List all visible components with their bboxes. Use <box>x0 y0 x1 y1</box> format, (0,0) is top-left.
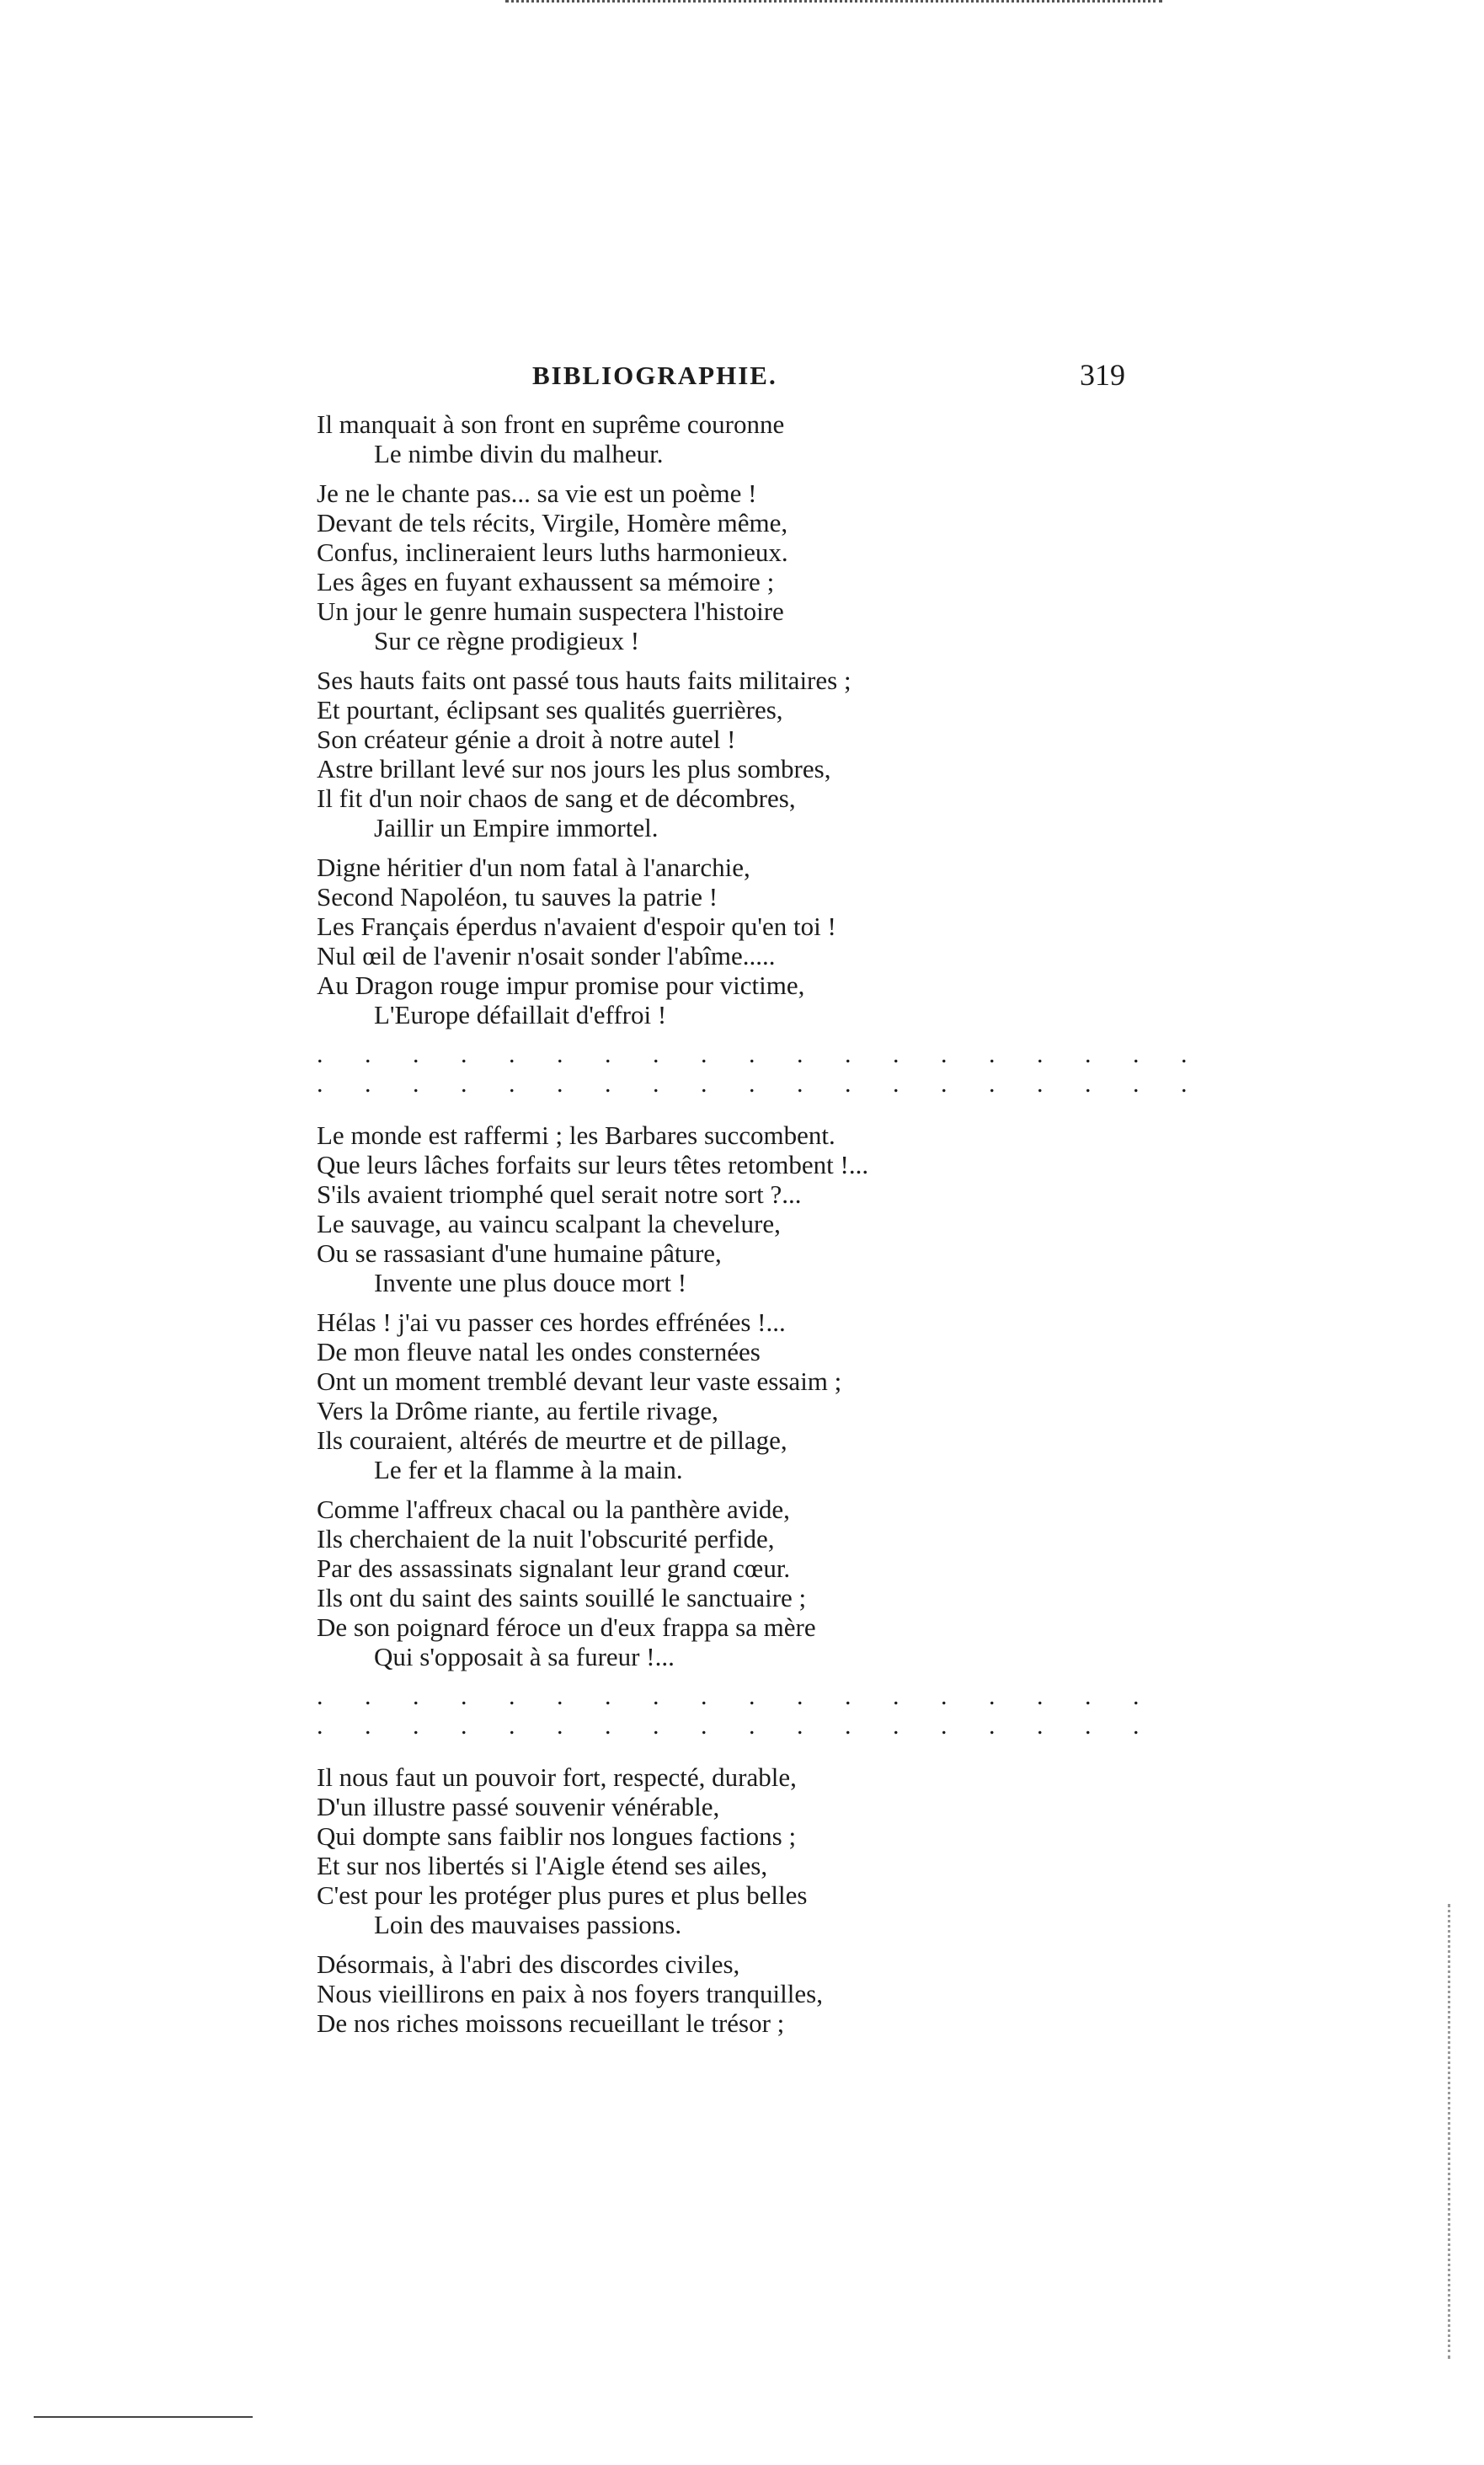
verse-line: Au Dragon rouge impur promise pour victime, <box>317 970 805 1000</box>
verse-line: Et sur nos libertés si l'Aigle étend ses ailes, <box>317 1851 768 1880</box>
omission-dot-row: . . . . . . . . . . . . . . . . . . . <box>317 1070 1205 1098</box>
omission-dots <box>317 1040 1205 1099</box>
verse-line: Ses hauts faits ont passé tous hauts faits militaires ; <box>317 666 851 695</box>
verse-line: Ou se rassasiant d'une humaine pâture, <box>317 1238 722 1268</box>
verse-line: Désormais, à l'abri des discordes civiles, <box>317 1949 740 1979</box>
verse-line: Et pourtant, éclipsant ses qualités guerrières, <box>317 695 783 725</box>
page-number: 319 <box>1080 358 1125 392</box>
verse-line: Nous vieillirons en paix à nos foyers tranquilles, <box>317 1979 823 2008</box>
stanza <box>317 666 1075 842</box>
verse-line: Ils cherchaient de la nuit l'obscurité perfide, <box>317 1524 775 1553</box>
verse-line: Second Napoléon, tu sauves la patrie ! <box>317 882 718 912</box>
verse-line-indented: Loin des mauvaises passions. <box>374 1910 682 1939</box>
verse-line: Ils couraient, altérés de meurtre et de pillage, <box>317 1425 787 1455</box>
verse-line: Un jour le genre humain suspectera l'histoire <box>317 596 784 626</box>
verse-line-indented: Invente une plus douce mort ! <box>374 1268 687 1297</box>
verse-line: Le sauvage, au vaincu scalpant la chevelure, <box>317 1209 781 1238</box>
omission-dot-row: . . . . . . . . . . . . . . . . . . <box>317 1682 1157 1710</box>
page-header <box>317 357 1147 396</box>
verse-line: Les Français éperdus n'avaient d'espoir qu'en toi ! <box>317 912 836 941</box>
verse-line: Il nous faut un pouvoir fort, respecté, durable, <box>317 1762 797 1792</box>
verse-line: Qui dompte sans faiblir nos longues factions ; <box>317 1821 797 1851</box>
verse-line: Confus, inclineraient leurs luths harmonieux. <box>317 537 788 567</box>
verse-line: Devant de tels récits, Virgile, Homère même, <box>317 508 788 537</box>
verse-line-indented: Jaillir un Empire immortel. <box>374 813 659 842</box>
verse-line-indented: Qui s'opposait à sa fureur !... <box>374 1642 675 1671</box>
verse-line: Les âges en fuyant exhaussent sa mémoire ; <box>317 567 775 596</box>
omission-dot-row: . . . . . . . . . . . . . . . . . . . <box>317 1040 1205 1068</box>
verse-line: D'un illustre passé souvenir vénérable, <box>317 1792 720 1821</box>
poem-body <box>317 409 1205 2048</box>
verse-line: De mon fleuve natal les ondes consternées <box>317 1337 761 1366</box>
verse-line: Ils ont du saint des saints souillé le sanctuaire ; <box>317 1583 807 1612</box>
verse-line: De son poignard féroce un d'eux frappa sa mère <box>317 1612 816 1642</box>
stanza <box>317 1949 1075 2038</box>
verse-line: Vers la Drôme riante, au fertile rivage, <box>317 1396 718 1425</box>
running-head: BIBLIOGRAPHIE. <box>532 361 777 390</box>
verse-line: Comme l'affreux chacal ou la panthère avide, <box>317 1495 790 1524</box>
stanza <box>317 1762 1075 1939</box>
verse-line: Que leurs lâches forfaits sur leurs têtes retombent !... <box>317 1150 869 1179</box>
verse-line: Par des assassinats signalant leur grand cœur. <box>317 1553 791 1583</box>
verse-line: De nos riches moissons recueillant le trésor ; <box>317 2008 785 2038</box>
stanza <box>317 479 1075 655</box>
verse-line: S'ils avaient triomphé quel serait notre sort ?... <box>317 1179 802 1209</box>
verse-line: Digne héritier d'un nom fatal à l'anarchie, <box>317 853 750 882</box>
verse-line: Nul œil de l'avenir n'osait sonder l'abîme..... <box>317 941 776 970</box>
verse-line: Il manquait à son front en suprême couronne <box>317 409 785 439</box>
stanza <box>317 1307 1075 1484</box>
verse-line: Il fit d'un noir chaos de sang et de décombres, <box>317 783 796 813</box>
stanza <box>317 1120 1075 1297</box>
page-edge-marks <box>1448 1904 1484 2359</box>
verse-line: Astre brillant levé sur nos jours les plus sombres, <box>317 754 831 783</box>
stanza <box>317 409 1075 468</box>
stanza <box>317 1495 1075 1671</box>
verse-line-indented: Le nimbe divin du malheur. <box>374 439 664 468</box>
verse-line: Son créateur génie a droit à notre autel ! <box>317 725 736 754</box>
omission-dot-row: . . . . . . . . . . . . . . . . . . <box>317 1712 1157 1740</box>
verse-line-indented: Le fer et la flamme à la main. <box>374 1455 683 1484</box>
verse-line-indented: L'Europe défaillait d'effroi ! <box>374 1000 667 1029</box>
top-page-edge-rule <box>505 0 1162 3</box>
verse-line: Le monde est raffermi ; les Barbares succombent. <box>317 1120 835 1150</box>
omission-dots <box>317 1682 1157 1740</box>
stanza <box>317 853 1075 1029</box>
verse-line: Hélas ! j'ai vu passer ces hordes effrénées !... <box>317 1307 786 1337</box>
verse-line: Je ne le chante pas... sa vie est un poème ! <box>317 479 757 508</box>
verse-line-indented: Sur ce règne prodigieux ! <box>374 626 640 655</box>
bottom-page-edge-rule <box>34 2416 253 2418</box>
verse-line: Ont un moment tremblé devant leur vaste essaim ; <box>317 1366 842 1396</box>
verse-line: C'est pour les protéger plus pures et plus belles <box>317 1880 808 1910</box>
